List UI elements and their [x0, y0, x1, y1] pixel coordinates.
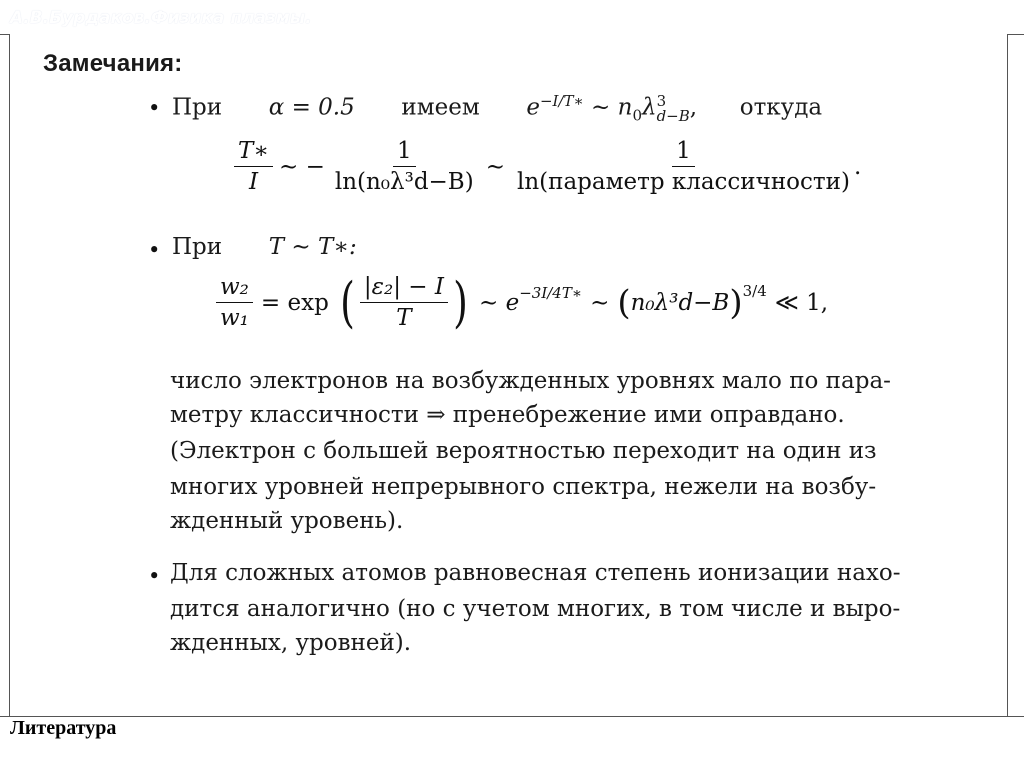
slide-heading: Замечания:	[43, 50, 183, 77]
eq2-sim2: ∼	[590, 289, 610, 316]
eq1-frac-t-over-i	[234, 138, 273, 195]
bullet-1-have: имеем	[401, 94, 480, 121]
eq1-frac3-num: 1	[672, 138, 695, 167]
eq2-paren-open: (	[617, 282, 631, 323]
eq1-sim1: ∼ −	[278, 153, 325, 180]
bullet-1-expr-e: e	[526, 94, 540, 121]
bullet-3-text-line-2: дится аналогично (но с учетом многих, в том числе и выро-	[170, 596, 901, 622]
eq2-inner-den: T	[396, 305, 412, 331]
header-title: А.В.Бурдаков.Физика плазмы.	[10, 8, 312, 28]
bullet-2-text-line-2: метру классичности ⇒ пренебрежение ими оправдано.	[170, 402, 845, 428]
bullet-3-text-line-1: Для сложных атомов равновесная степень ионизации нахо-	[170, 560, 901, 586]
bottom-rule	[0, 716, 1024, 717]
eq1-frac-ln	[331, 138, 478, 195]
eq1-frac3-den: ln(параметр классичности)	[516, 169, 850, 195]
bullet-2-text-line-5: жденный уровень).	[170, 508, 404, 534]
eq2-sim1: ∼ e	[479, 289, 520, 316]
header-bar	[0, 0, 1024, 34]
eq2-paren-expr: n₀λ³d−B	[630, 289, 730, 316]
eq2-rparen: )	[453, 270, 468, 334]
eq1-frac2-den: ln(n₀λ³d−B)	[334, 169, 474, 195]
eq1-frac2-num: 1	[393, 138, 416, 167]
bullet-3-text-line-3: жденных, уровней).	[170, 630, 412, 656]
eq1-frac1-den: I	[248, 169, 259, 195]
bullet-1-icon: •	[148, 96, 161, 120]
eq2-exp: = exp	[260, 289, 329, 316]
bullet-2-text-line-1: число электронов на возбужденных уровнях мало по пара-	[170, 368, 891, 394]
eq1-frac-param	[513, 138, 854, 195]
bullet-2-cond: T ∼ T∗:	[268, 234, 357, 260]
bullet-2-icon: •	[148, 238, 161, 262]
slide-content	[10, 34, 1007, 716]
footer-literature-link[interactable]: Литература	[10, 717, 117, 739]
eq2-inner-frac	[360, 274, 448, 331]
eq1-frac1-num: T∗	[234, 138, 273, 167]
eq2-frac1-num: w₂	[216, 274, 253, 303]
bullet-3-icon: •	[148, 564, 161, 588]
bullet-1-lambda-sub: d−B	[656, 106, 690, 125]
eq2-paren-close: )	[729, 282, 743, 323]
bullet-1-expr-n-sub: 0	[632, 106, 642, 125]
eq2-inner-num: |ε₂| − I	[360, 274, 448, 303]
eq2-frac1-den: w₁	[220, 305, 249, 331]
bullet-1-comma: ,	[689, 94, 698, 121]
bullet-1-lead: При	[172, 94, 223, 121]
eq2-lparen: (	[339, 270, 355, 334]
eq2-paren-sup: 3/4	[742, 281, 767, 300]
bullet-2-text-line-3: (Электрон с большей вероятностью переходит на один из	[170, 438, 877, 464]
bullet-2-line	[172, 234, 357, 260]
eq1-sim2: ∼	[485, 153, 505, 180]
bullet-1-equation	[234, 138, 861, 195]
eq2-tail: ≪ 1,	[774, 289, 829, 316]
eq1-end: .	[853, 153, 862, 180]
bullet-2-equation	[216, 270, 829, 334]
bullet-1-line	[172, 92, 822, 124]
eq2-exp-sup: −3I/4T∗	[519, 283, 583, 302]
bullet-1-expr-exp: −I/T∗	[539, 92, 584, 110]
eq2-frac-w	[216, 274, 253, 331]
right-rule	[1007, 34, 1008, 716]
bullet-1-alpha: α = 0.5	[268, 94, 355, 121]
bullet-1-lambda-sup: 3	[656, 91, 667, 110]
bullet-2-text-line-4: многих уровней непрерывного спектра, нежели на возбу-	[170, 474, 877, 500]
bullet-1-whence: откуда	[739, 94, 823, 121]
bullet-2-lead: При	[172, 234, 223, 260]
bullet-1-expr-lambda: λ	[642, 94, 657, 121]
bullet-1-expr-mid: ∼ n	[591, 94, 633, 121]
